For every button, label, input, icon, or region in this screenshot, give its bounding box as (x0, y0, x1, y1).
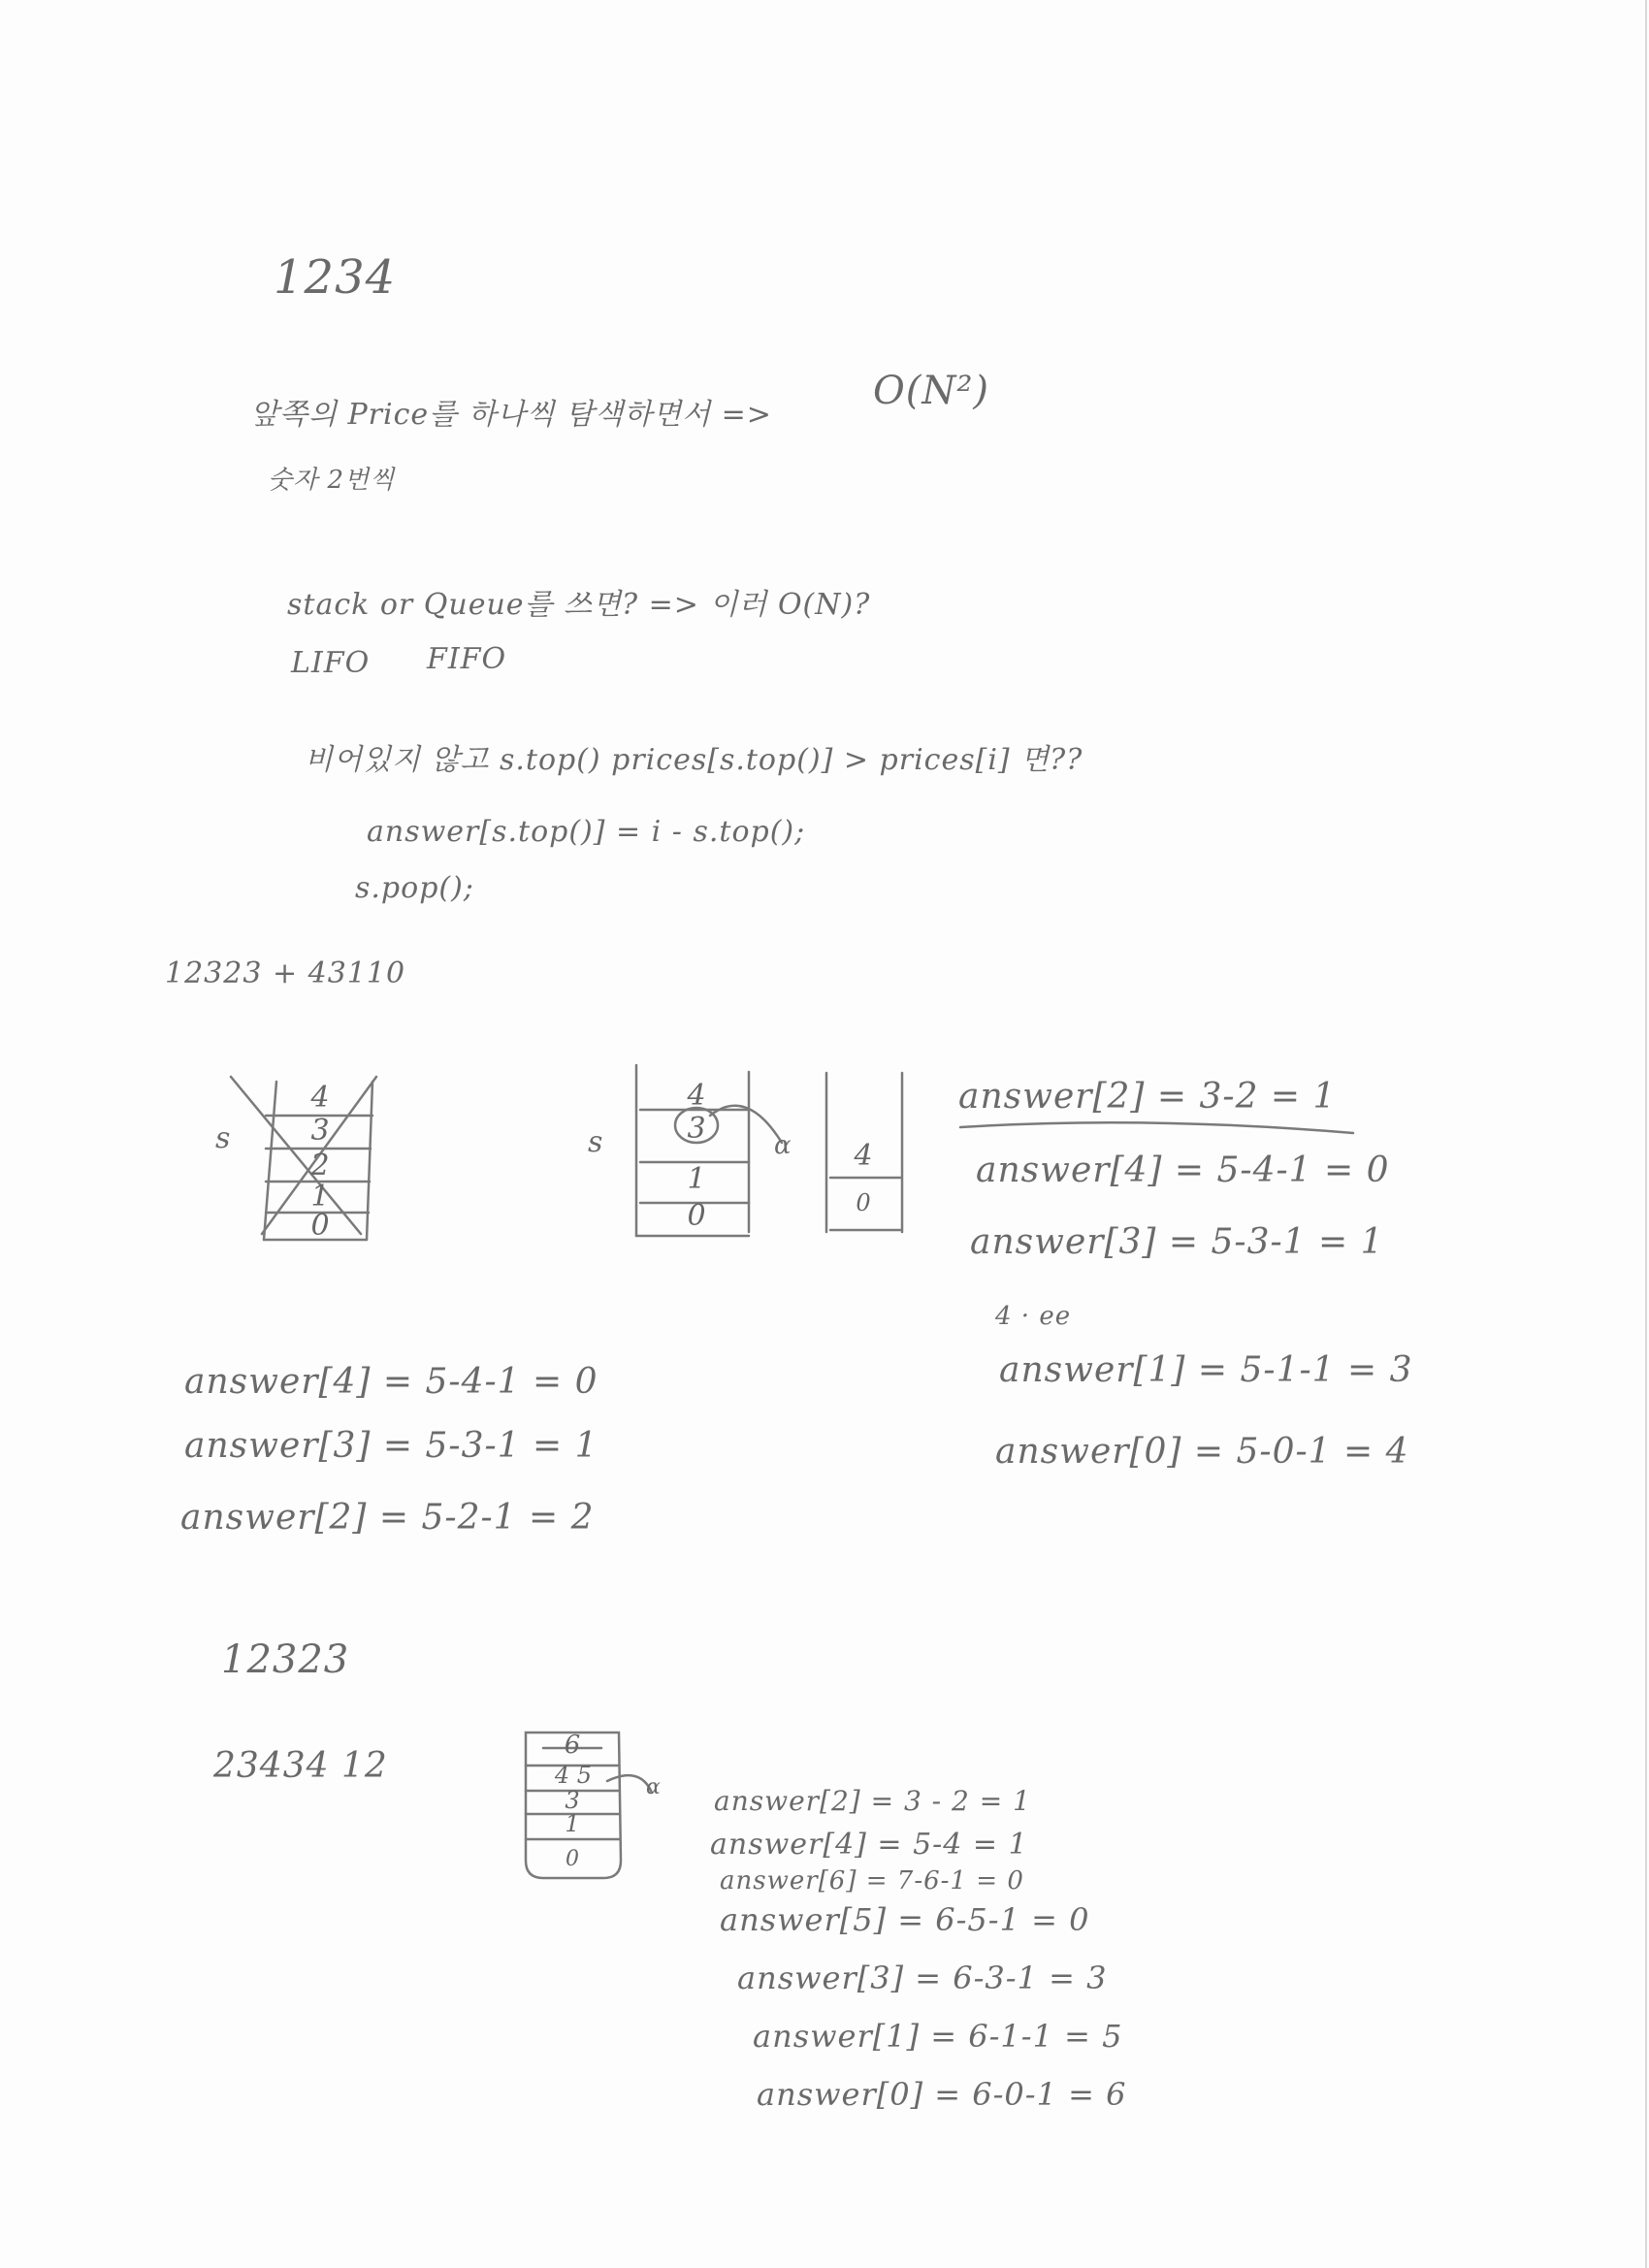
bottom-answer-line: answer[6] = 7-6-1 = 0 (720, 1866, 1024, 1895)
code-condition: 비어있지 않고 s.top() prices[s.top()] > prices[i] 면?? (305, 743, 1083, 777)
stack2-label: s (588, 1125, 604, 1159)
stack4-cell: 3 (565, 1787, 580, 1814)
line1-text: 앞쪽의 Price를 하나씩 탐색하면서 => (250, 398, 772, 432)
stack4-cell: 1 (565, 1810, 580, 1837)
bottom-answer-line: answer[3] = 6-3-1 = 3 (737, 1960, 1108, 1996)
left-answer-line: answer[3] = 5-3-1 = 1 (184, 1426, 598, 1466)
line2-fifo: FIFO (427, 642, 507, 676)
header-number: 1234 (274, 250, 397, 305)
bottom-answer-line: answer[2] = 3 - 2 = 1 (714, 1785, 1031, 1817)
left-answer-line: answer[4] = 5-4-1 = 0 (184, 1362, 598, 1402)
bottom-answer-line: answer[1] = 6-1-1 = 5 (753, 2018, 1123, 2055)
code-line-a: answer[s.top()] = i - s.top(); (367, 815, 806, 849)
stack4-cell: 0 (566, 1847, 579, 1871)
stack2-cell: 1 (687, 1162, 706, 1196)
right-answer-line: answer[1] = 5-1-1 = 3 (999, 1350, 1413, 1390)
stack1-cell: 2 (310, 1149, 330, 1183)
stack1-cell: 0 (310, 1209, 330, 1243)
right-answer-line: answer[2] = 3-2 = 1 (958, 1077, 1337, 1117)
bottom-answer-line: answer[5] = 6-5-1 = 0 (720, 1901, 1090, 1938)
code-line-b: s.pop(); (355, 871, 474, 905)
line1-sub: 숫자 2번씩 (268, 466, 396, 495)
right-note: 4 · ee (995, 1302, 1072, 1331)
bottom-answer-line: answer[4] = 5-4 = 1 (710, 1828, 1028, 1862)
stack2-cell: 3 (687, 1112, 706, 1146)
stack4-cell: 4 5 (554, 1762, 593, 1789)
stack4-cell: 6 (564, 1731, 581, 1760)
line2-lifo: LIFO (291, 646, 371, 680)
stack2-cell: 0 (687, 1199, 706, 1233)
line2-text: stack or Queue를 쓰면? => 이러 O(N)? (287, 588, 871, 622)
right-answer-line: answer[3] = 5-3-1 = 1 (970, 1222, 1384, 1262)
stack1-cell: 3 (310, 1114, 330, 1148)
right-answer-line: answer[0] = 5-0-1 = 4 (995, 1432, 1409, 1472)
left-answer-line: answer[2] = 5-2-1 = 2 (180, 1498, 595, 1538)
example1-text: 12323 + 43110 (165, 956, 406, 990)
stack3-cell: 4 (854, 1139, 873, 1173)
stack4-arrow-mark: α (646, 1775, 662, 1799)
bottom-answer-line: answer[0] = 6-0-1 = 6 (757, 2076, 1127, 2113)
stack3-cell: 0 (856, 1189, 871, 1216)
right-answer-line: answer[4] = 5-4-1 = 0 (976, 1150, 1390, 1190)
stack1-cell: 1 (310, 1180, 330, 1214)
line1-complexity: O(N²) (873, 369, 990, 413)
stack2-cell: 4 (687, 1079, 706, 1113)
stack1-label: s (215, 1121, 232, 1155)
stack1-cell: 4 (310, 1081, 330, 1115)
example2-seq: 23434 12 (213, 1746, 388, 1786)
stack2-arrow-mark: α (774, 1131, 792, 1160)
example2-prices: 12323 (221, 1637, 350, 1682)
answer-underline (960, 1122, 1353, 1133)
